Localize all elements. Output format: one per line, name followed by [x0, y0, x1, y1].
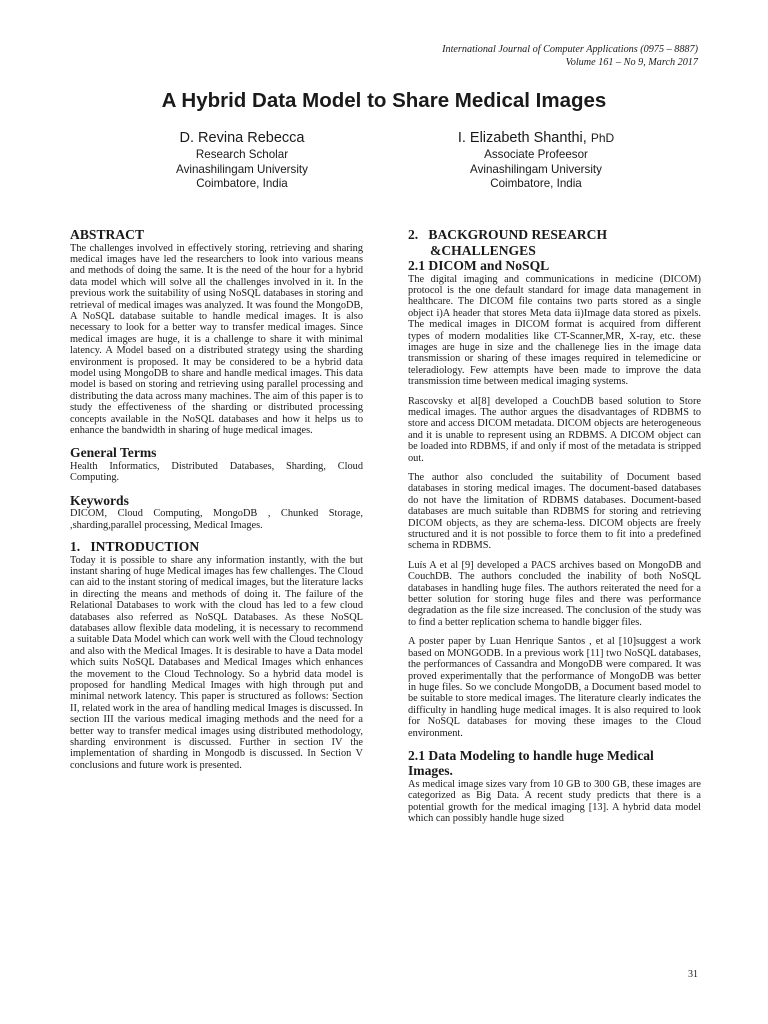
author-block-2	[406, 128, 666, 192]
dicom-nosql-subheading: 2.1 DICOM and NoSQL	[408, 258, 550, 273]
author-location: Coimbatore, India	[196, 177, 288, 190]
right-column	[408, 227, 701, 825]
data-modeling-subheading: 2.1 Data Modeling to handle huge Medical Images.	[408, 747, 654, 779]
author-degree: PhD	[590, 131, 615, 145]
introduction-text: Today it is possible to share any information instantly, with the but instant sharing of huge Medical images has few challenges. The Cloud can aid to the instant storing of medical images, but the literature lacks in directing the means and methods of doing it. The failure of the Relational Databases to work with the cloud has led to a few cloud databases also referred as NoSQL Databases. As these NoSQL databases allow flexible data modeling, it is necessary to recommend a suitable Data Model which can work well with the Cloud technology and also with the Medical Images. It is desirable to have a Data model which suits NoSQL Databases and Medical Images which enhances the movement to the Cloud Technology. So a hybrid data model is proposed for handling Medical Images with high through put and minimal network latency. This paper is structured as follows: Section II, related work in the area of handling medical Images is discussed. In section III the various medical imaging methods and the need for a better way to transfer medical images using distributed methodology, sharding environment is discussed. Further in section IV the implementation of sharding in Mongodb is discussed. In Section V conclusions and future work is presented.	[70, 554, 363, 771]
page-number: 31	[688, 969, 698, 980]
abstract-text: The challenges involved in effectively storing, retrieving and sharing medical images have led the researchers to look into various means and methods of doing the same. It is the need of the hour for a hybrid data model which will solve all the challenges involved in it. In the previous work the suitability of using NoSQL databases in storing and retrieval of medical images was analyzed. It was found the MongoDB, A NoSQL database suitable to handle medical images. It is also necessary to look for a better way to transfer medical images. Since medical images are huge, it is a challenge to share it with minimal latency. A Model based on a distributed strategy using the sharding environment is proposed. It may be considered to be a hybrid data model using MongoDB to share and handle medical images. This data model is based on storing and retrieving using parallel processing and distributing the data across many machines. The aim of this paper is to study the effectiveness of the sharding or distributed processing concepts available in the NoSQL databases and how it helps us to enhance the bandwidth in sharing of huge medical images.	[70, 242, 363, 436]
keywords-heading: Keywords	[70, 492, 129, 508]
background-paragraph: A poster paper by Luan Henrique Santos , et al [10]suggest a work based on MONGODB. In a previous work [11] two NoSQL databases, the performances of Cassandra and MongoDB were compared. It was proved experimentally that the performance of MongoDB was better in huge files. So we conclude MongoDB, a Document based model to be suitable to store medical images. The literature clearly indicates the difficulty in handling huge medical images. It is also required to look for NoSQL databases for moving these images to the Cloud environment.	[408, 636, 701, 739]
abstract-heading: ABSTRACT	[70, 227, 145, 242]
background-paragraph: The author also concluded the suitability of Document based databases in storing medical images. The document-based databases do not have the limitation of RDBMS databases. Document-based databases are much suitable than RDBMS for storing and retrieving DICOM objects, as they are schema-less. DICOM objects are freely structured and it is not possible to force them to fit into a predefined schema in RDBMS.	[408, 472, 701, 552]
author-block-1	[112, 128, 372, 192]
introduction-heading: 1. INTRODUCTION	[70, 539, 200, 555]
author-role: Associate Profeesor	[484, 148, 588, 161]
author-institution: Avinashilingam University	[176, 162, 308, 176]
keywords-text: DICOM, Cloud Computing, MongoDB , Chunked Storage, ,sharding,parallel processing, Medical Images.	[70, 508, 363, 531]
paper-title: A Hybrid Data Model to Share Medical Images	[161, 89, 607, 112]
left-column	[70, 227, 363, 771]
background-paragraph: Luís A et al [9] developed a PACS archives based on MongoDB and CouchDB. The authors concluded the inability of both NoSQL databases in handling huge files. The authors reiterated the need for a better solution for storing huge files and there was performance degradation as the file size increased. The conclusion of the study was to find a better replication schema to handle bigger files.	[408, 559, 701, 628]
background-paragraph: Rascovsky et al[8] developed a CouchDB based solution to Store medical images. The author argues the disadvantages of RDBMS to store and access DICOM metadata. DICOM objects are heterogeneous and it is unable to represent using an RDBMS. A DICOM object can be loaded into RDBMS, if and only if most of the metadata is stripped out.	[408, 395, 701, 464]
author-name: I. Elizabeth Shanthi, PhD	[457, 130, 615, 146]
background-heading: 2. BACKGROUND RESEARCH &CHALLENGES	[408, 227, 608, 258]
running-header	[442, 43, 698, 69]
background-paragraph: As medical image sizes vary from 10 GB to 300 GB, these images are categorized as Big Data. A recent study predicts that there is a potential growth for the medical imaging [13]. A hybrid data model which can possibly handle huge sized	[408, 778, 701, 825]
journal-name: International Journal of Computer Applications (0975 – 8887)	[442, 44, 698, 55]
general-terms-heading: General Terms	[70, 445, 157, 461]
volume-info: Volume 161 – No 9, March 2017	[565, 57, 698, 68]
general-terms-text: Health Informatics, Distributed Databases, Sharding, Cloud Computing.	[70, 460, 363, 484]
author-role: Research Scholar	[195, 148, 289, 161]
author-name: D. Revina Rebecca	[179, 130, 305, 146]
author-location: Coimbatore, India	[490, 177, 582, 190]
background-paragraph: The digital imaging and communications in medicine (DICOM) protocol is the one default standard for image data management in healthcare. The DICOM file contains two parts stored as a single object i)A header that stores Meta data ii)Image data stored as pixels. The medical images in DICOM format is acquired from different types of modern modalities like CT-Scanner,MR, X-ray, etc. these images are huge in size and the challenege lies in the image data transmission or sharing of these images required in telemedicine or teleradiology. Few attempts have been made to improve the data transmission time between medical imaging systems.	[408, 273, 701, 388]
author-institution: Avinashilingam University	[470, 162, 602, 176]
